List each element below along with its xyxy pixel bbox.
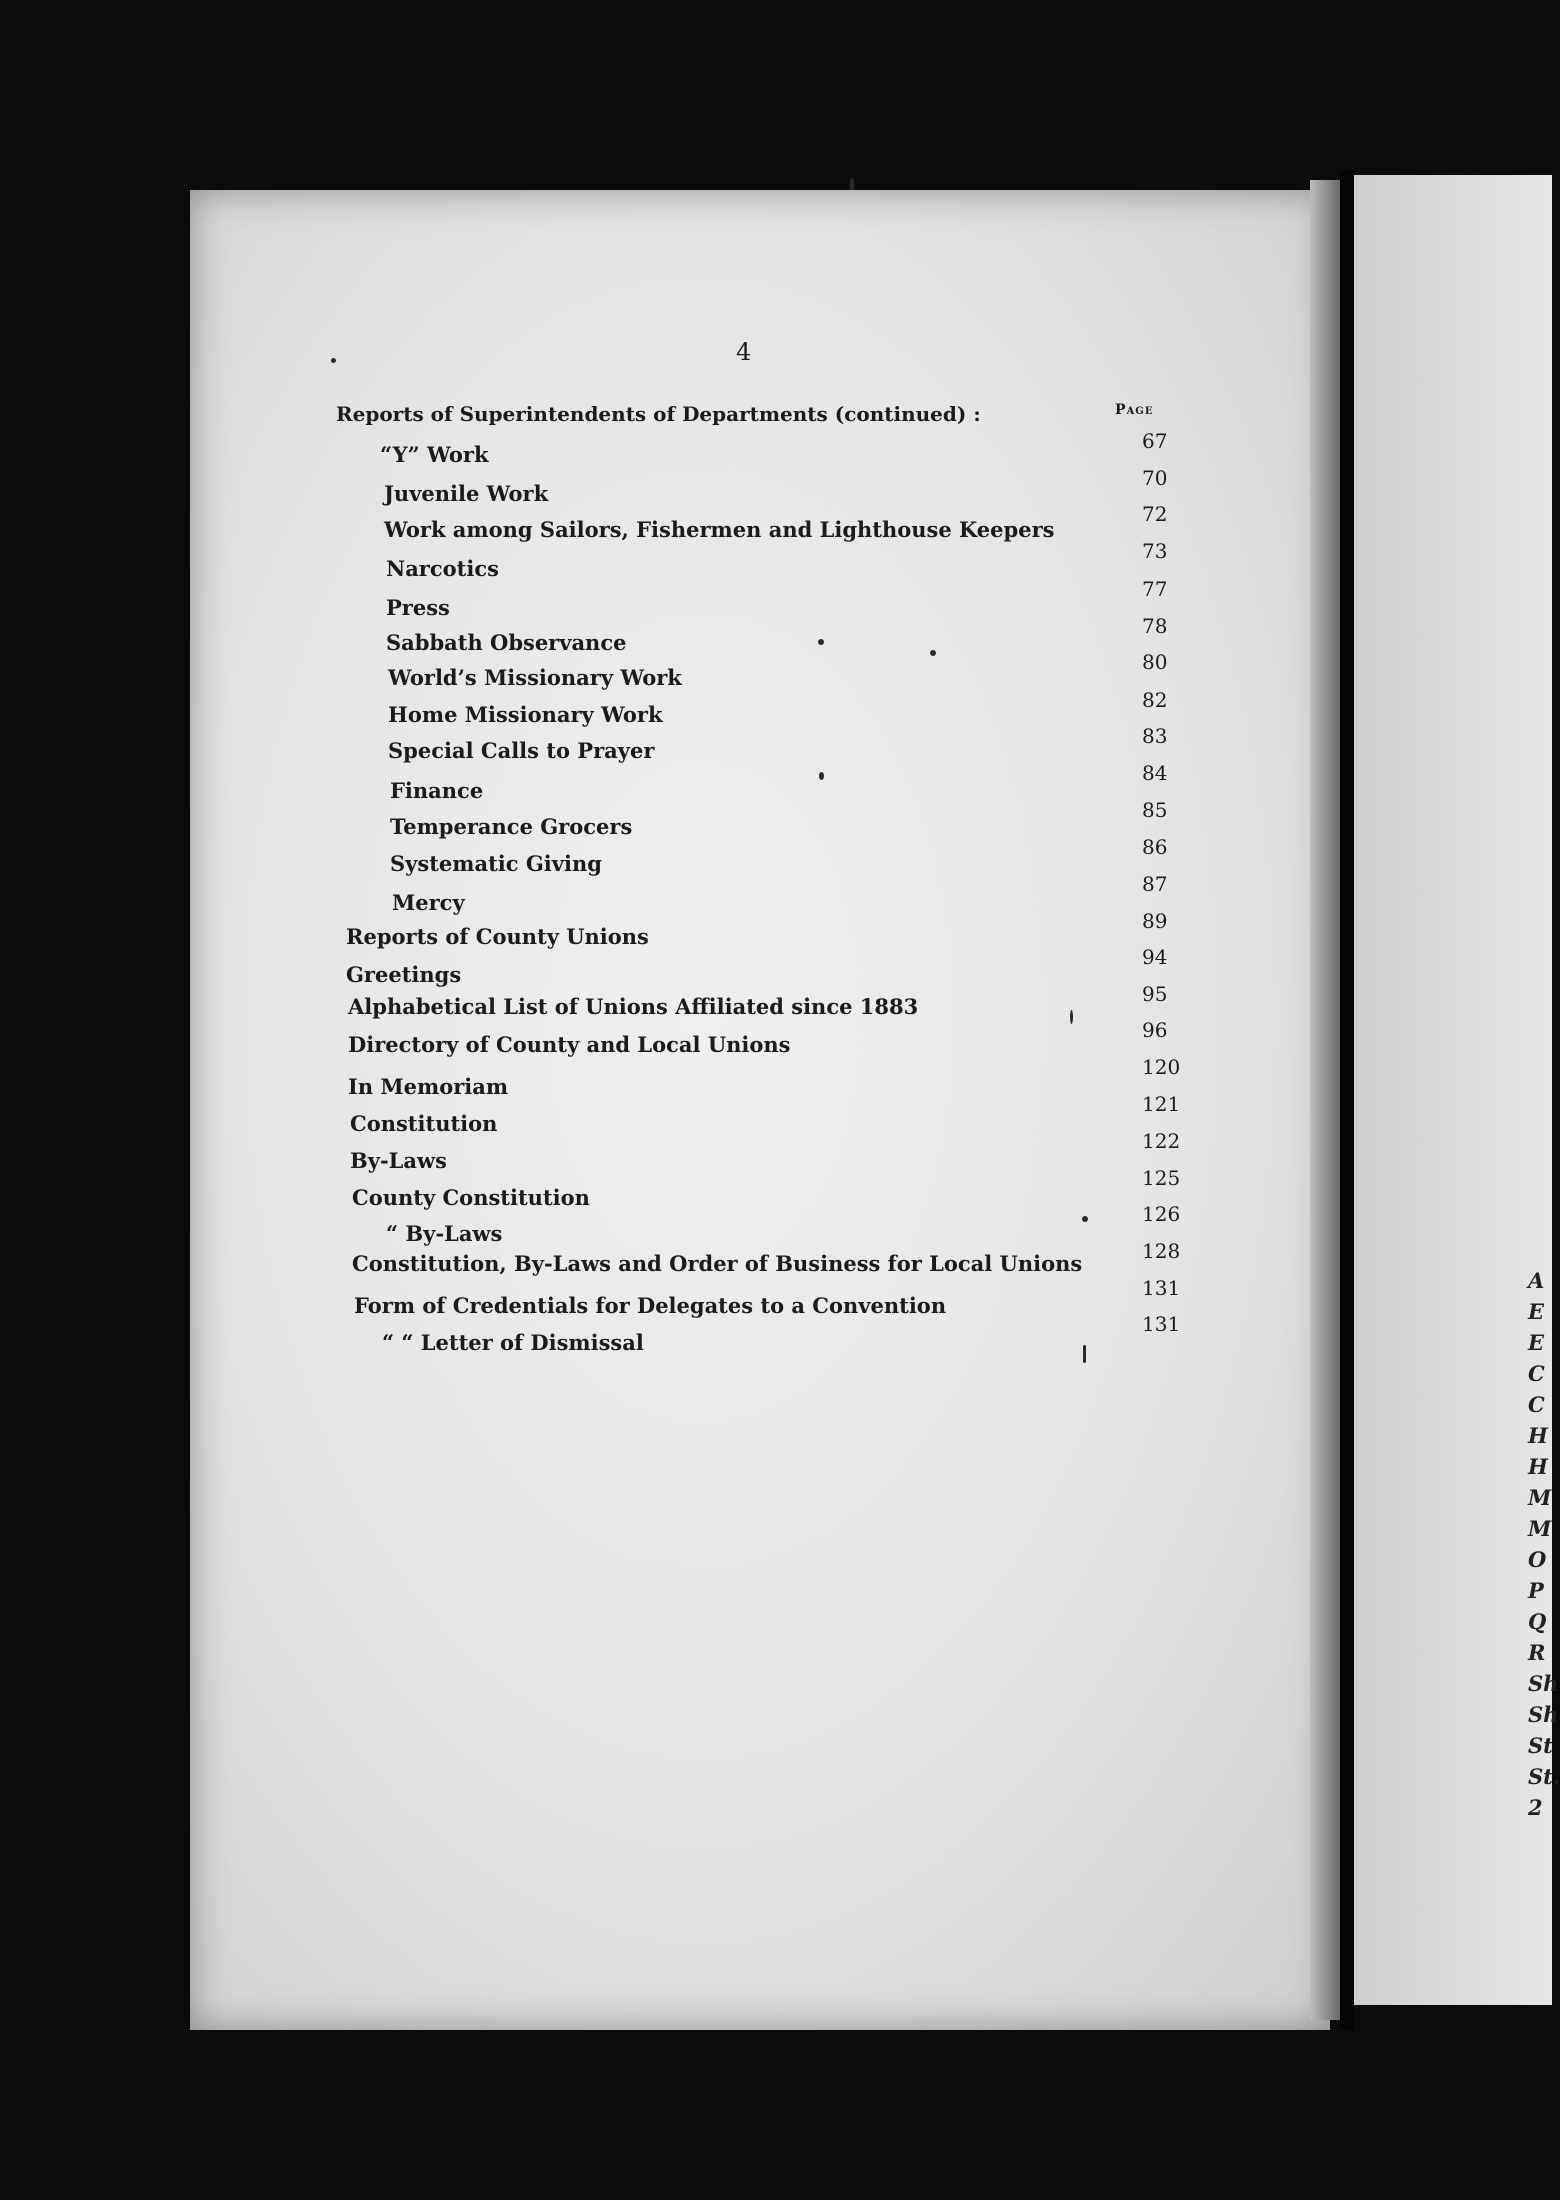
margin-letter: M	[1528, 1516, 1552, 1541]
margin-letter: E	[1528, 1299, 1545, 1324]
toc-entry-title: Constitution	[350, 1111, 498, 1136]
toc-entry-title: Special Calls to Prayer	[388, 738, 655, 763]
toc-entry-page: 84	[1142, 761, 1168, 785]
dust-speck	[819, 772, 824, 780]
toc-entry-title: Work among Sailors, Fishermen and Lighthouse Keepers	[384, 517, 1055, 542]
toc-entry-title: Finance	[390, 778, 484, 803]
toc-entry-title: Greetings	[346, 962, 462, 987]
toc-entry-page: 80	[1142, 650, 1168, 674]
toc-entry-title: Mercy	[392, 890, 465, 915]
margin-letter: P	[1528, 1578, 1544, 1603]
margin-letter: M	[1528, 1485, 1552, 1510]
toc-entry-title: Press	[386, 595, 450, 620]
toc-entry-title: Constitution, By-Laws and Order of Business for Local Unions	[352, 1251, 1083, 1276]
margin-letter: H	[1528, 1454, 1548, 1479]
toc-entry-page: 131	[1142, 1312, 1181, 1336]
toc-entry-title: Temperance Grocers	[390, 814, 633, 839]
page-column-header: Page	[1115, 402, 1154, 418]
toc-entry-page: 83	[1142, 724, 1168, 748]
margin-letter: C	[1528, 1361, 1545, 1386]
toc-entry-page: 95	[1142, 982, 1168, 1006]
toc-entry-title: Systematic Giving	[390, 851, 602, 876]
toc-entry-title: Sabbath Observance	[386, 630, 627, 655]
toc-entry-page: 85	[1142, 798, 1168, 822]
page-number: 4	[736, 338, 752, 366]
toc-entry-page: 67	[1142, 429, 1168, 453]
toc-entry-page: 77	[1142, 577, 1168, 601]
toc-entry-page: 70	[1142, 466, 1168, 490]
toc-section-title: Reports of Superintendents of Departments (continued) :	[336, 402, 981, 426]
toc-entry-title: “ “ Letter of Dismissal	[382, 1330, 644, 1355]
toc-entry-title: Juvenile Work	[384, 481, 549, 506]
toc-entry-page: 86	[1142, 835, 1168, 859]
dust-speck	[331, 358, 336, 363]
margin-letter: Q	[1528, 1609, 1547, 1634]
margin-letter: 2	[1528, 1795, 1543, 1820]
margin-letter: St	[1528, 1733, 1553, 1758]
margin-letter: R	[1528, 1640, 1546, 1665]
toc-entry-title: Home Missionary Work	[388, 702, 663, 727]
toc-entry-page: 89	[1142, 909, 1168, 933]
right-page-margin-letters	[1528, 1265, 1560, 1823]
toc-entry-page: 73	[1142, 539, 1168, 563]
toc-entry-page: 82	[1142, 688, 1168, 712]
margin-letter: O	[1528, 1547, 1547, 1572]
margin-letter: Sh	[1528, 1702, 1559, 1727]
toc-entry-page: 126	[1142, 1202, 1181, 1226]
toc-entry-page: 122	[1142, 1129, 1181, 1153]
book-gutter	[1340, 170, 1354, 2030]
toc-entry-title: Narcotics	[386, 556, 499, 581]
toc-entry-title: World’s Missionary Work	[388, 665, 682, 690]
toc-entry-title: “ By-Laws	[386, 1221, 503, 1246]
toc-entry-page: 78	[1142, 614, 1168, 638]
dust-speck	[818, 639, 824, 645]
toc-entry-page: 96	[1142, 1018, 1168, 1042]
toc-entry-page: 87	[1142, 872, 1168, 896]
margin-letter: E	[1528, 1330, 1545, 1355]
toc-entry-title: In Memoriam	[348, 1074, 509, 1099]
toc-entry-title: Directory of County and Local Unions	[348, 1032, 791, 1057]
toc-entry-title: By-Laws	[350, 1148, 447, 1173]
toc-entry-page: 120	[1142, 1055, 1181, 1079]
margin-letter: C	[1528, 1392, 1545, 1417]
toc-entry-title: County Constitution	[352, 1185, 590, 1210]
page-edge-shadow	[1310, 180, 1340, 2020]
dust-speck	[850, 178, 854, 190]
right-page	[1354, 175, 1560, 2005]
margin-letter: A	[1528, 1268, 1545, 1293]
toc-entry-title: Reports of County Unions	[346, 924, 649, 949]
margin-letter: H	[1528, 1423, 1548, 1448]
dust-speck	[930, 650, 936, 656]
toc-entry-page: 125	[1142, 1166, 1181, 1190]
toc-entry-title: Alphabetical List of Unions Affiliated since 1883	[348, 994, 919, 1019]
dust-speck	[1082, 1216, 1088, 1222]
dust-speck	[1070, 1010, 1073, 1024]
toc-entry-title: “Y” Work	[380, 442, 489, 467]
toc-entry-page: 72	[1142, 502, 1168, 526]
toc-entry-page: 128	[1142, 1239, 1181, 1263]
toc-entry-title: Form of Credentials for Delegates to a Convention	[354, 1293, 947, 1318]
toc-entry-page: 131	[1142, 1276, 1181, 1300]
toc-entry-page: 121	[1142, 1092, 1181, 1116]
dust-speck	[1083, 1345, 1086, 1363]
toc-entry-page: 94	[1142, 945, 1168, 969]
margin-letter: Sh	[1528, 1671, 1559, 1696]
margin-letter: St.	[1528, 1764, 1560, 1789]
